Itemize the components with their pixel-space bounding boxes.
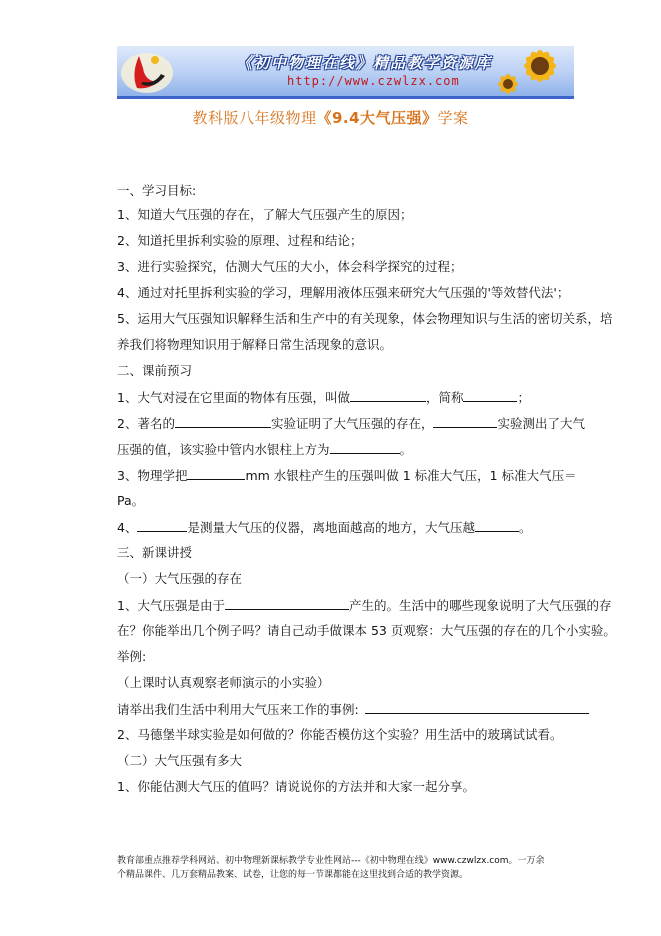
blank-field[interactable] — [137, 519, 187, 532]
preview-3-text-b: mm 水银柱产生的压强叫做 1 标准大气压，1 标准大气压＝ — [245, 468, 577, 483]
section-heading-objectives: 一、学习目标: — [117, 183, 197, 198]
title-prefix: 教科版八年级物理 — [192, 109, 317, 127]
life-examples — [117, 701, 579, 718]
lesson-3: 1、你能估测大气压的值吗？请说说你的方法并和大家一起分享。 — [117, 779, 475, 794]
blank-field[interactable] — [187, 467, 245, 480]
preview-1-text-c: ； — [517, 390, 530, 405]
blank-field[interactable] — [330, 441, 400, 454]
blank-field[interactable] — [433, 415, 497, 428]
preview-3-line2: Pa。 — [117, 493, 145, 508]
preview-2-text-e: 。 — [399, 442, 413, 457]
blank-field[interactable] — [365, 701, 589, 714]
title-suffix: 学案 — [437, 109, 469, 127]
objective-5-line2: 养我们将物理知识用于解释日常生活现象的意识。 — [117, 337, 393, 352]
life-examples-text: 请举出我们生活中利用大气压来工作的事例: — [117, 702, 359, 717]
objective-1: 1、知道大气压强的存在，了解大气压强产生的原因； — [117, 207, 413, 222]
subsection-existence: （一）大气压强的存在 — [117, 571, 243, 586]
preview-3-text-a: 3、物理学把 — [117, 468, 188, 483]
sunflower-icon — [494, 46, 574, 96]
example-label: 举例: — [117, 649, 147, 664]
lesson-1-text-b: 产生的。生活中的哪些现象说明了大气压强的存 — [348, 598, 612, 613]
page-footer — [117, 854, 597, 882]
preview-2-text-c: 实验测出了大气 — [497, 416, 585, 431]
preview-4-text-a: 4、 — [117, 520, 138, 535]
blank-field[interactable] — [225, 597, 349, 610]
objective-4: 4、通过对托里拆利实验的学习，理解用液体压强来研究大气压强的'等效替代法'； — [117, 285, 570, 300]
preview-4 — [117, 519, 579, 536]
preview-4-text-c: 。 — [518, 520, 532, 535]
site-banner — [117, 46, 574, 99]
objective-2: 2、知道托里拆利实验的原理、过程和结论； — [117, 233, 363, 248]
preview-3-line1 — [117, 467, 579, 484]
blank-field[interactable] — [175, 415, 271, 428]
banner-title: 《初中物理在线》精品教学资源库 — [237, 54, 493, 72]
preview-2-text-d: 压强的值，该实验中管内水银柱上方为 — [117, 442, 330, 457]
blank-field[interactable] — [475, 519, 519, 532]
preview-2-line2 — [117, 441, 579, 458]
preview-2-text-a: 2、著名的 — [117, 416, 175, 431]
blank-field[interactable] — [463, 389, 517, 402]
subsection-magnitude: （二）大气压强有多大 — [117, 753, 243, 768]
preview-4-text-b: 是测量大气压的仪器，离地面越高的地方，大气压越 — [187, 520, 475, 535]
blank-field[interactable] — [350, 389, 426, 402]
preview-1-text-a: 1、大气对浸在它里面的物体有压强，叫做 — [117, 390, 350, 405]
section-heading-preview: 二、课前预习 — [117, 363, 193, 378]
preview-1 — [117, 389, 579, 406]
preview-2-text-b: 实验证明了大气压强的存在， — [270, 416, 434, 431]
site-logo-icon — [117, 46, 177, 96]
lesson-1-line1 — [117, 597, 612, 614]
objective-3: 3、进行实验探究，估测大气压的大小，体会科学探究的过程； — [117, 259, 463, 274]
lesson-2: 2、马德堡半球实验是如何做的？你能否模仿这个实验？用生活中的玻璃试试看。 — [117, 727, 563, 742]
lesson-1-text-a: 1、大气压强是由于 — [117, 598, 225, 613]
page-title — [0, 107, 661, 128]
section-heading-new-lesson: 三、新课讲授 — [117, 545, 193, 560]
footer-line-2: 个精品课件、几万套精品教案、试卷，让您的每一节课都能在这里找到合适的教学资源。 — [117, 870, 469, 880]
demo-note: （上课时认真观察老师演示的小实验） — [117, 675, 330, 690]
preview-2-line1 — [117, 415, 585, 432]
preview-1-text-b: ，简称 — [425, 390, 464, 405]
banner-url[interactable]: http://www.czwlzx.com — [287, 74, 460, 88]
objective-5-line1: 5、运用大气压强知识解释生活和生产中的有关现象，体会物理知识与生活的密切关系，培 — [117, 311, 613, 326]
lesson-1-line2: 在？你能举出几个例子吗？请自己动手做课本 53 页观察：大气压强的存在的几个小实验。 — [117, 623, 616, 638]
footer-line-1: 教育部重点推荐学科网站、初中物理新课标教学专业性网站---《初中物理在线》www.czwlzx.com。一万余 — [117, 856, 545, 866]
title-lesson: 《9.4大气压强》 — [316, 109, 438, 127]
